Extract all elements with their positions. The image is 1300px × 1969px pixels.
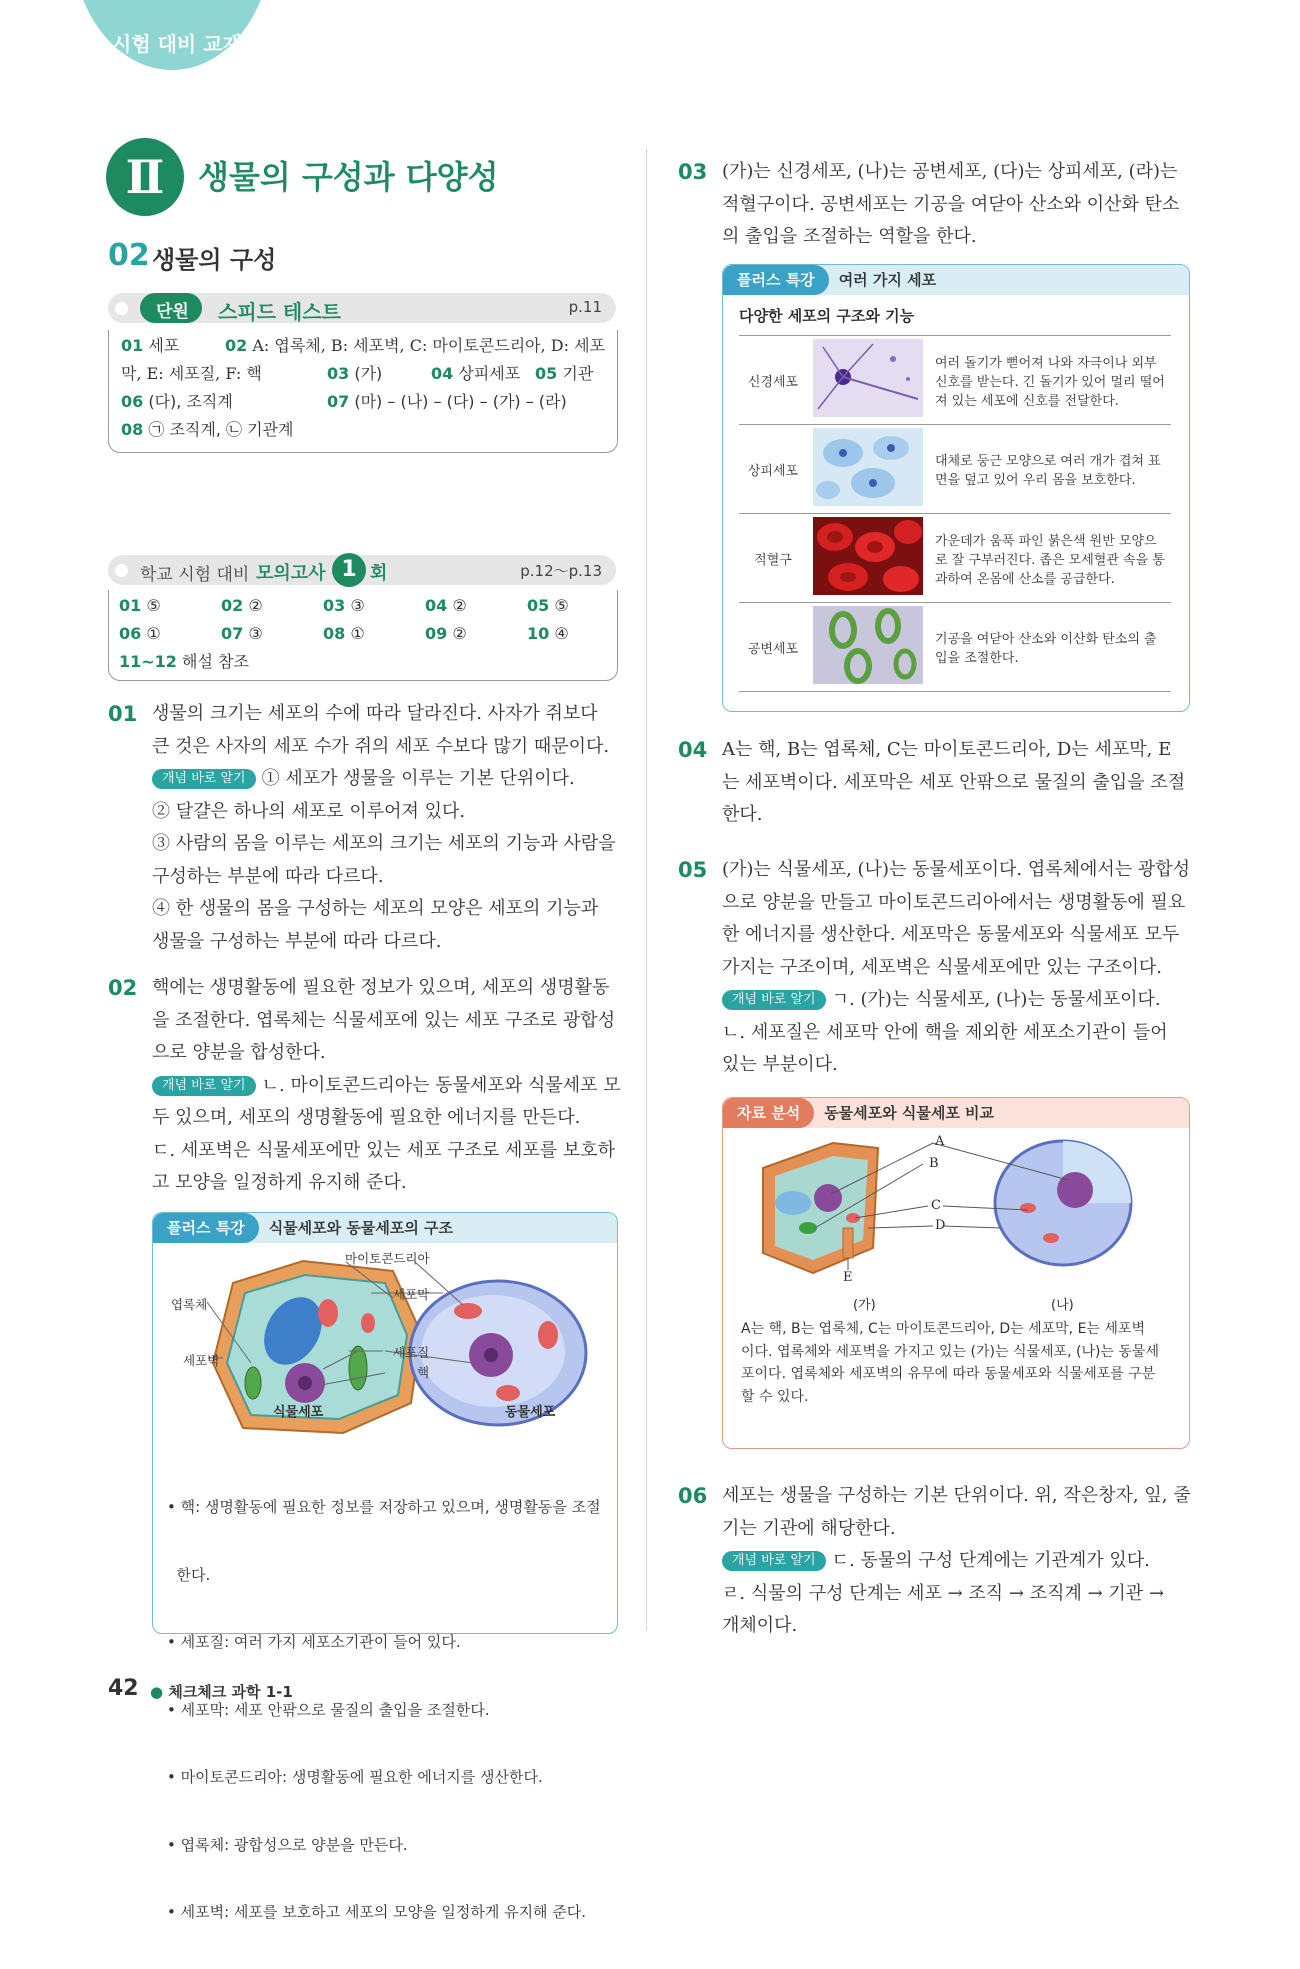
label-cytoplasm: 세포질 (393, 1345, 430, 1360)
answer-explanation-01: 생물의 크기는 세포의 수에 따라 달라진다. 사자가 쥐보다 큰 것은 사자의 세포 수가 쥐의 세포 수보다 많기 때문이다. 개념 바로 알기 ① 세포가 생물을 이루는 기본 단위이다. ② 달걀은 하나의 세포로 이루어져 있다. ③ 사람의 몸을 이루는 세포의 크기는 세포의 기능과 사람을 구성하는 부분에 따라 다르다. ④ 한 생물의 몸을 구성하는 세포의 모양은 세포의 기능과 생물을 구성하는 부분에 따라 다르다. (152, 703, 616, 952)
question-number-06: 06 (678, 1484, 708, 1508)
chapter-number-badge: Ⅱ (106, 138, 184, 216)
answer-explanation-02: 핵에는 생명활동에 필요한 정보가 있으며, 세포의 생명활동 을 조절한다. 엽록체는 식물세포에 있는 세포 구조로 광합성 으로 양분을 합성한다. 개념 바로 알기 ㄴ. 마이토콘드리아는 동물세포와 식물세포 모 두 있으며, 세포의 생명활동에 필요한 에너지를 만든다. ㄷ. 세포벽은 식물세포에만 있는 세포 구조로 세포를 보호하 고 모양을 일정하게 유지해 준다. (152, 977, 621, 1193)
plus-tag: 플러스 특강 (723, 265, 829, 295)
plant-animal-cell-diagram (153, 1243, 617, 1458)
answer-explanation-06: 세포는 생물을 구성하는 기본 단위이다. 위, 작은창자, 잎, 줄 기는 기관에 해당한다. 개념 바로 알기 ㄷ. 동물의 구성 단계에는 기관계가 있다. ㄹ. 식물의 구성 단계는 세포 → 조직 → 조직계 → 기관 → 개체이다. (722, 1485, 1191, 1636)
various-cells-subtitle: 다양한 세포의 구조와 기능 (739, 307, 915, 325)
label-e: E (843, 1270, 853, 1285)
speed-test-title: 스피드 테스트 (218, 300, 341, 324)
epithelial-micrograph (813, 428, 923, 506)
question-number-01: 01 (108, 702, 138, 726)
mock-test-title: 모의고사 (256, 563, 326, 584)
table-row: 신경세포 여러 돌기가 뻗어져 나와 자극이나 외부 신호를 받는다. 긴 돌기가 있어 멀리 떨어 져 있는 세포에 신호를 전달한다. (739, 336, 1171, 425)
label-b: B (929, 1156, 939, 1171)
mock-test-prefix: 학교 시험 대비 (140, 565, 250, 585)
mock-test-round-badge: 1 (332, 553, 366, 587)
plus-box-various-cells (722, 264, 1190, 712)
neuron-micrograph (813, 339, 923, 417)
section-title: 생물의 구성 (152, 246, 277, 274)
chloroplast (349, 1346, 367, 1390)
question-number-04: 04 (678, 738, 708, 762)
chapter-title: 생물의 구성과 다양성 (198, 158, 499, 196)
speed-test-answers: 01 세포 02 A: 엽록체, B: 세포벽, C: 마이토콘드리아, D: 세포 막, E: 세포질, F: 핵 03 (가) 04 상피세포 05 기관 06 (다), 조직계 07 (마) – (나) – (다) – (가) – (라) 08 ㉠ 조직계, ㉡ 기관계 (108, 330, 618, 453)
label-nucleus: 핵 (417, 1365, 430, 1380)
various-cells-table (739, 335, 1171, 692)
mock-test-answers: 01 ⑤ 02 ② 03 ③ 04 ② 05 ⑤ 06 ① 07 ③ 08 ① 09 ② 10 ④ 11~12 해설 참조 (108, 590, 618, 681)
nucleus-a (814, 1184, 842, 1212)
label-a: A (935, 1134, 945, 1149)
mock-test-header-bar (108, 555, 616, 585)
caption-animal-cell: 동물세포 (505, 1405, 556, 1420)
caption-plant-cell: 식물세포 (273, 1405, 324, 1420)
data-title: 동물세포와 식물세포 비교 (824, 1104, 995, 1122)
data-analysis-text: A는 핵, B는 엽록체, C는 마이토콘드리아, D는 세포막, E는 세포벽 이다. 엽록체와 세포벽을 가지고 있는 (가)는 식물세포, (나)는 동물세 포이다. 엽록체와 세포벽의 유무에 따라 동물세포와 식물세포를 구분 할 수 있다. (741, 1321, 1159, 1405)
table-row: 적혈구 가운데가 움푹 파인 붉은색 원반 모양으 로 잘 구부러진다. 좁은 모세혈관 속을 통 과하여 온몸에 산소를 공급한다. (739, 514, 1171, 603)
plus-tag: 플러스 특강 (153, 1213, 259, 1243)
bullet-dot-icon (115, 302, 128, 315)
question-number-02: 02 (108, 976, 138, 1000)
caption-b: (나) (1051, 1298, 1074, 1313)
concept-chip: 개념 바로 알기 (152, 769, 256, 789)
table-row: 상피세포 대체로 둥근 모양으로 여러 개가 겹쳐 표 면을 덮고 있어 우리 몸을 보호한다. (739, 425, 1171, 514)
concept-chip: 개념 바로 알기 (722, 990, 826, 1010)
speed-test-unit-label: 단원 (156, 302, 189, 322)
mitochondrion (454, 1303, 482, 1319)
question-number-05: 05 (678, 858, 708, 882)
concept-chip: 개념 바로 알기 (152, 1076, 256, 1096)
book-title: ● 체크체크 과학 1-1 (150, 1683, 293, 1701)
caption-a: (가) (853, 1298, 876, 1313)
column-divider (646, 150, 647, 1630)
chloroplast (245, 1367, 261, 1399)
answer-explanation-05: (가)는 식물세포, (나)는 동물세포이다. 엽록체에서는 광합성 으로 양분을 만들고 마이토콘드리아에서는 생명활동에 필요 한 에너지를 생산한다. 세포막은 동물세포와 식물세포 모두 가지는 구조이며, 세포벽은 식물세포에만 있는 구조이다. 개념 바로 알기 ㄱ. (가)는 식물세포, (나)는 동물세포이다. ㄴ. 세포질은 세포막 안에 핵을 제외한 세포소기관이 들어 있는 부분이다. (722, 859, 1191, 1075)
mock-test-suffix: 회 (370, 563, 388, 584)
table-row: 공변세포 기공을 여닫아 산소와 이산화 탄소의 출 입을 조절한다. (739, 603, 1171, 692)
label-mitochondria: 마이토콘드리아 (345, 1251, 430, 1266)
red-blood-cell-micrograph (813, 517, 923, 595)
label-chloroplast: 엽록체 (171, 1297, 208, 1312)
concept-chip: 개념 바로 알기 (722, 1551, 826, 1571)
speed-test-header-bar (108, 293, 616, 323)
plus-title: 여러 가지 세포 (838, 271, 937, 289)
data-analysis-box (722, 1097, 1190, 1449)
answer-explanation-04: A는 핵, B는 엽록체, C는 마이토콘드리아, D는 세포막, E 는 세포벽이다. 세포막은 세포 안팎으로 물질의 출입을 조절 한다. (722, 739, 1186, 825)
plus-bullets: • 핵: 생명활동에 필요한 정보를 저장하고 있으며, 생명활동을 조절 한다. • 세포질: 여러 가지 세포소기관이 들어 있다. • 세포막: 세포 안팎으로 물질의 출입을 조절한다. • 마이토콘드리아: 생명활동에 필요한 에너지를 생산한다. • 엽록체: 광합성으로 양분을 만든다. • 세포벽: 세포를 보호하고 세포의 모양을 일정하게 유지해 준다. (167, 1498, 601, 1921)
label-d: D (935, 1218, 946, 1233)
speed-test-page: p.11 (568, 298, 602, 316)
mock-test-pages: p.12～p.13 (520, 562, 602, 580)
cell-comparison-diagram (723, 1128, 1189, 1293)
label-membrane: 세포막 (393, 1287, 430, 1302)
label-cell-wall: 세포벽 (183, 1353, 220, 1368)
answer-explanation-03: (가)는 신경세포, (나)는 공변세포, (다)는 상피세포, (라)는 적혈구이다. 공변세포는 기공을 여닫아 산소와 이산화 탄소 의 출입을 조절하는 역할을 한다. (722, 161, 1180, 247)
guard-cell-micrograph (813, 606, 923, 684)
mitochondrion (318, 1299, 338, 1327)
header-tab-label: 시험 대비 교재 (112, 32, 242, 56)
page-number: 42 (108, 1676, 139, 1701)
data-tag: 자료 분석 (723, 1098, 814, 1128)
plus-title: 식물세포와 동물세포의 구조 (268, 1219, 454, 1237)
bullet-dot-icon (115, 564, 128, 577)
nucleus-b (1057, 1172, 1093, 1208)
section-number: 02 (108, 238, 150, 273)
label-c: C (931, 1198, 941, 1213)
question-number-03: 03 (678, 160, 708, 184)
